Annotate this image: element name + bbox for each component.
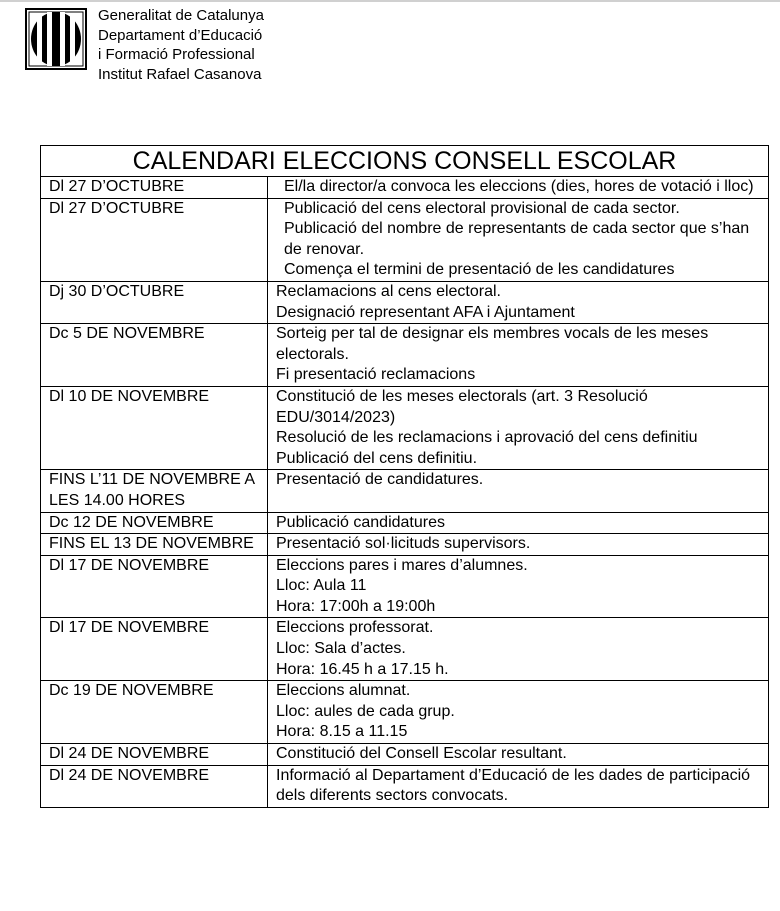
table-row [41, 470, 769, 512]
table-row [41, 618, 769, 681]
institution-header [98, 6, 264, 84]
event-description [268, 470, 769, 512]
event-date: Dc 19 DE NOVEMBRE [41, 681, 268, 744]
event-date: FINS L’11 DE NOVEMBRE A LES 14.00 HORES [41, 470, 268, 512]
description-line: Sorteig per tal de designar els membres vocals de les meses electorals. [276, 325, 709, 363]
description-line: Comença el termini de presentació de les candidatures [284, 261, 675, 279]
description-line: Lloc: Sala d’actes. [276, 640, 406, 658]
description-line: Informació al Departament d’Educació de les dades de participació dels diferents sectors convocats. [276, 766, 751, 805]
event-description [268, 324, 769, 387]
event-date: Dl 24 DE NOVEMBRE [41, 765, 268, 807]
description-line: Eleccions professorat. [276, 619, 434, 637]
description-line: Publicació del cens electoral provisional de cada sector. [284, 199, 680, 217]
event-date: Dl 27 D’OCTUBRE [41, 198, 268, 281]
org-line: Departament d’Educació [98, 26, 263, 44]
org-line: Institut Rafael Casanova [98, 65, 262, 83]
table-row [41, 324, 769, 387]
event-date: Dj 30 D’OCTUBRE [41, 281, 268, 323]
event-description [268, 681, 769, 744]
event-date: Dl 10 DE NOVEMBRE [41, 386, 268, 469]
description-line: Constitució de les meses electorals (art. 3 Resolució EDU/3014/2023) [276, 387, 648, 426]
table-row [41, 765, 769, 807]
generalitat-logo-icon [25, 8, 87, 70]
description-line: Lloc: Aula 11 [276, 577, 367, 595]
description-line: Presentació sol·licituds supervisors. [276, 535, 531, 553]
event-date: FINS EL 13 DE NOVEMBRE [41, 534, 268, 556]
description-line: Publicació candidatures [276, 513, 445, 531]
description-line: Presentació de candidatures. [276, 471, 484, 489]
description-line: Hora: 17:00h a 19:00h [276, 597, 436, 615]
page-top-border [0, 0, 780, 2]
description-line: Resolució de les reclamacions i aprovació del cens definitiu [276, 429, 698, 447]
description-line: Constitució del Consell Escolar resultant. [276, 745, 567, 763]
event-description [268, 512, 769, 534]
event-description [268, 198, 769, 281]
org-line: i Formació Professional [98, 46, 255, 63]
description-line: Hora: 8.15 a 11.15 [276, 723, 408, 741]
table-row [41, 555, 769, 618]
event-date: Dl 17 DE NOVEMBRE [41, 555, 268, 618]
table-row [41, 681, 769, 744]
table-row [41, 198, 769, 281]
description-line: Eleccions alumnat. [276, 682, 411, 700]
table-row [41, 177, 769, 199]
description-line: Hora: 16.45 h a 17.15 h. [276, 660, 449, 678]
description-line: Lloc: aules de cada grup. [276, 702, 455, 720]
table-row [41, 744, 769, 766]
event-description [268, 281, 769, 323]
event-date: Dc 12 DE NOVEMBRE [41, 512, 268, 534]
table-row [41, 281, 769, 323]
event-description [268, 765, 769, 807]
event-description [268, 618, 769, 681]
event-date: Dl 24 DE NOVEMBRE [41, 744, 268, 766]
table-row [41, 386, 769, 469]
org-line: Generalitat de Catalunya [98, 7, 264, 24]
event-description [268, 534, 769, 556]
event-description [268, 744, 769, 766]
description-line: Fi presentació reclamacions [276, 366, 476, 384]
election-calendar-table [40, 145, 769, 808]
event-description [268, 555, 769, 618]
event-date: Dl 27 D’OCTUBRE [41, 177, 268, 199]
event-date: Dc 5 DE NOVEMBRE [41, 324, 268, 387]
description-line: Publicació del nombre de representants de cada sector que s’han de renovar. [284, 220, 750, 258]
description-line: Publicació del cens definitiu. [276, 449, 478, 467]
description-line: Eleccions pares i mares d’alumnes. [276, 556, 528, 574]
event-description [268, 177, 769, 199]
table-row [41, 512, 769, 534]
table-row [41, 534, 769, 556]
table-title: CALENDARI ELECCIONS CONSELL ESCOLAR [41, 146, 769, 177]
event-description [268, 386, 769, 469]
description-line: Designació representant AFA i Ajuntament [276, 303, 575, 321]
description-line: El/la director/a convoca les eleccions (dies, hores de votació i lloc) [284, 178, 754, 195]
event-date: Dl 17 DE NOVEMBRE [41, 618, 268, 681]
description-line: Reclamacions al cens electoral. [276, 282, 501, 300]
table-title-row [41, 146, 769, 177]
